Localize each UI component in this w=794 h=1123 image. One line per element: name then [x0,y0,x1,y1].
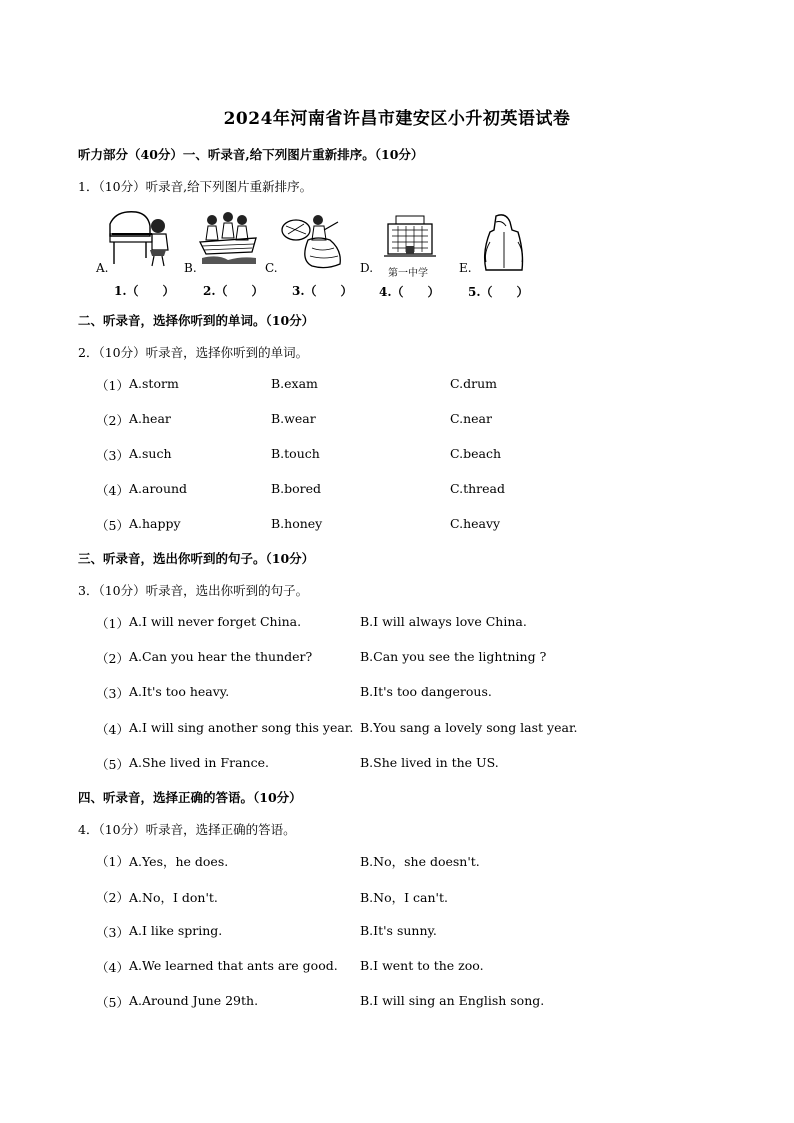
option-a[interactable]: A.around [129,481,188,496]
option-c[interactable]: C.beach [450,446,501,461]
option-a[interactable]: A.happy [129,516,181,531]
option-b[interactable]: B.No，she doesn't. [360,854,480,869]
option-a[interactable]: A.It's too heavy. [129,684,230,699]
raincoat-icon [478,212,528,274]
question-4: 4．（10分）听录音，选择正确的答语。 [78,822,296,837]
item-number: （2） [96,413,129,428]
item-number: （2） [96,651,129,666]
option-b[interactable]: B.Can you see the lightning ? [360,649,547,664]
option-b[interactable]: B.No，I can't. [360,890,448,905]
school-sign: 第一中学 [388,268,428,279]
answer-slot-3[interactable]: 3.（ ） [292,284,353,298]
item-number: （3） [96,686,129,701]
picture-d-letter: D. [360,261,374,275]
item-number: （4） [96,722,129,737]
item-number: （4） [96,960,129,975]
option-b[interactable]: B.I went to the zoo. [360,958,484,973]
item-number: （1） [96,854,129,869]
picture-e-letter: E. [459,261,472,275]
school-building-icon [382,212,442,262]
option-b[interactable]: B.I will sing an English song. [360,993,545,1008]
option-a[interactable]: A.Around June 29th. [129,993,259,1008]
option-b[interactable]: B.touch [271,446,320,461]
section-4-header: 四、听录音，选择正确的答语。（10分） [78,790,302,805]
item-number: （3） [96,925,129,940]
option-a[interactable]: A.I like spring. [129,923,223,938]
question-1: 1．（10分）听录音,给下列图片重新排序。 [78,179,313,194]
item-number: （5） [96,995,129,1010]
item-number: （5） [96,757,129,772]
item-number: （2） [96,890,129,905]
section-1-header: 听力部分（40分）一、听录音,给下列图片重新排序。（10分） [78,147,424,162]
dragon-boat-icon [198,208,258,268]
item-number: （1） [96,378,129,393]
option-b[interactable]: B.She lived in the US. [360,755,499,770]
option-c[interactable]: C.drum [450,376,497,391]
option-c[interactable]: C.thread [450,481,505,496]
option-b[interactable]: B.bored [271,481,322,496]
page-title: 2024年河南省许昌市建安区小升初英语试卷 [223,109,571,129]
answer-slot-2[interactable]: 2.（ ） [203,284,264,298]
option-a[interactable]: A.She lived in France. [129,755,269,770]
option-a[interactable]: A.hear [129,411,171,426]
section-2-header: 二、听录音，选择你听到的单词。（10分） [78,313,315,328]
answer-slot-4[interactable]: 4.（ ） [379,285,440,299]
option-a[interactable]: A.such [129,446,172,461]
option-b[interactable]: B.wear [271,411,316,426]
item-number: （4） [96,483,129,498]
option-c[interactable]: C.near [450,411,492,426]
option-a[interactable]: A.I will never forget China. [129,614,302,629]
picture-b-letter: B. [184,261,197,275]
option-b[interactable]: B.honey [271,516,323,531]
piano-player-icon [106,206,174,268]
item-number: （5） [96,518,129,533]
item-number: （3） [96,448,129,463]
option-a[interactable]: A.Yes，he does. [129,854,229,869]
answer-slot-1[interactable]: 1.（ ） [114,284,175,298]
answer-slot-5[interactable]: 5.（ ） [468,285,529,299]
picture-a-letter: A. [96,261,109,275]
option-b[interactable]: B.You sang a lovely song last year. [360,720,578,735]
option-b[interactable]: B.exam [271,376,318,391]
option-a[interactable]: A.We learned that ants are good. [129,958,338,973]
question-2: 2．（10分）听录音，选择你听到的单词。 [78,345,309,360]
option-b[interactable]: B.It's sunny. [360,923,437,938]
option-a[interactable]: A.I will sing another song this year. [129,720,354,735]
picture-c-letter: C. [265,261,278,275]
option-a[interactable]: A.Can you hear the thunder? [129,649,313,664]
dancer-icon [278,212,348,274]
item-number: （1） [96,616,129,631]
option-b[interactable]: B.I will always love China. [360,614,527,629]
option-a[interactable]: A.storm [129,376,179,391]
section-3-header: 三、听录音，选出你听到的句子。（10分） [78,551,315,566]
option-a[interactable]: A.No，I don't. [129,890,218,905]
question-3: 3．（10分）听录音，选出你听到的句子。 [78,583,309,598]
option-b[interactable]: B.It's too dangerous. [360,684,492,699]
option-c[interactable]: C.heavy [450,516,501,531]
